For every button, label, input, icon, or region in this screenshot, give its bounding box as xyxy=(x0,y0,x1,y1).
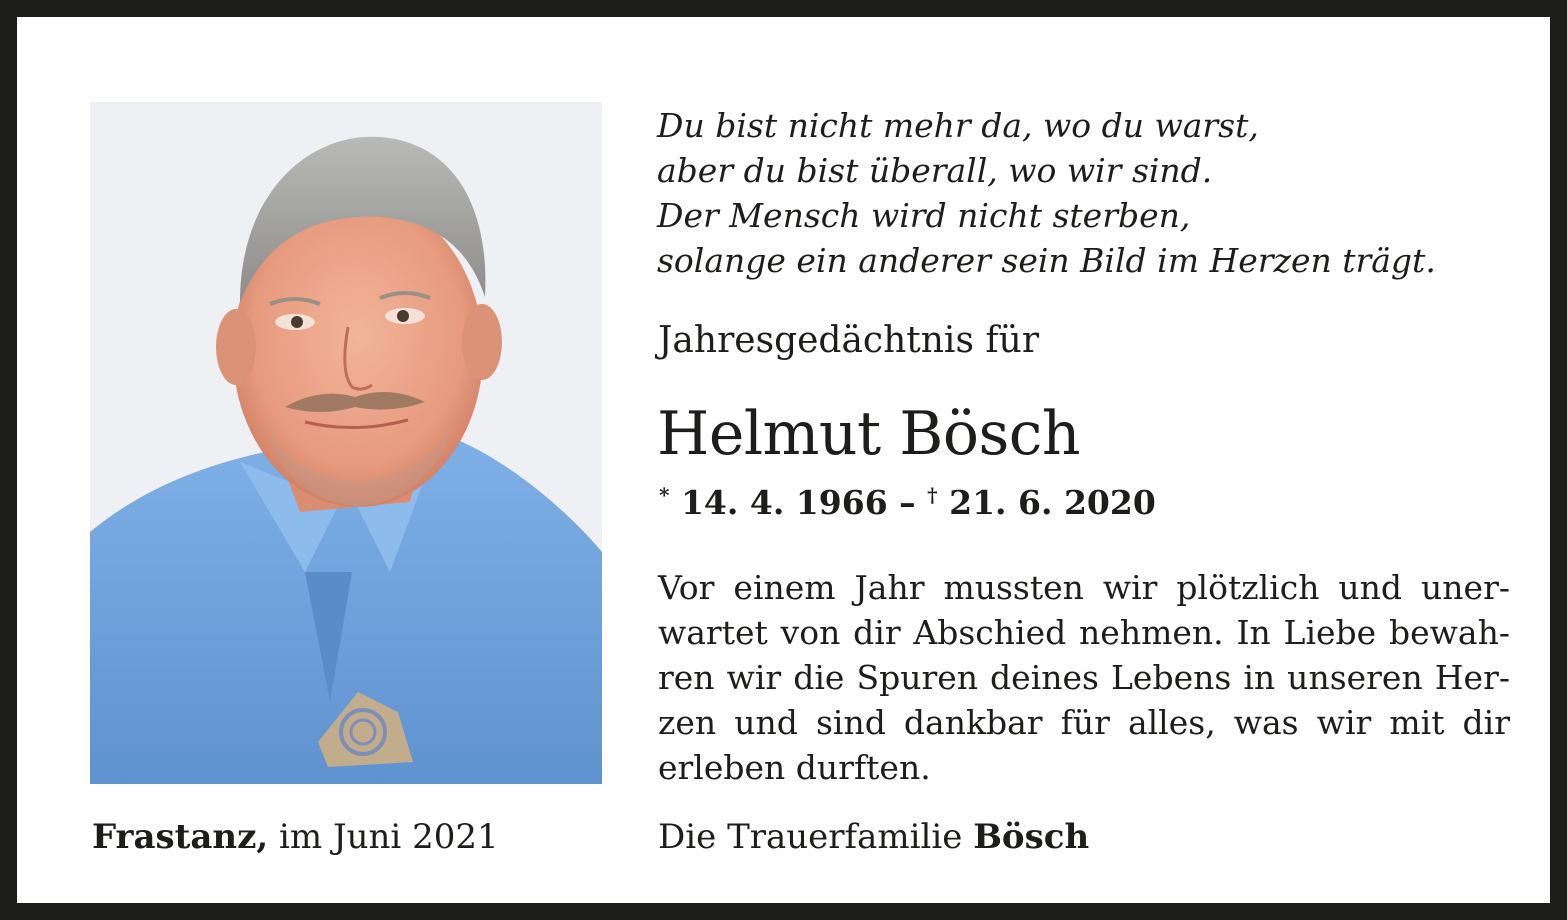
date-separator: – xyxy=(899,483,916,522)
message-line: ren wir die Spuren deines Lebens in unseren Her- xyxy=(658,658,1510,697)
birth-date: 14. 4. 1966 xyxy=(680,483,888,522)
poem-line: Du bist nicht mehr da, wo du warst, xyxy=(657,106,1259,145)
deceased-name: Helmut Bösch xyxy=(657,399,1080,469)
place-date: im Juni 2021 xyxy=(279,817,499,857)
death-symbol: † xyxy=(927,483,938,507)
signoff-prefix: Die Trauerfamilie xyxy=(658,817,963,857)
message-line: zen und sind dankbar für alles, was wir mit dir xyxy=(658,703,1510,742)
message-line: Vor einem Jahr mussten wir plötzlich und uner- xyxy=(658,568,1510,607)
memorial-poem xyxy=(657,103,1436,283)
poem-line: aber du bist überall, wo wir sind. xyxy=(657,151,1213,190)
birth-symbol: * xyxy=(659,483,670,507)
death-date: 21. 6. 2020 xyxy=(949,483,1156,522)
place-and-date xyxy=(92,817,499,857)
memorial-intro: Jahresgedächtnis für xyxy=(658,320,1040,361)
place-town: Frastanz, xyxy=(92,817,269,857)
message-line: erleben durften. xyxy=(658,748,931,787)
memorial-message xyxy=(658,565,1510,790)
life-dates xyxy=(659,483,1156,522)
signoff-family: Bösch xyxy=(973,817,1090,857)
poem-line: solange ein anderer sein Bild im Herzen trägt. xyxy=(657,241,1436,280)
poem-line: Der Mensch wird nicht sterben, xyxy=(657,196,1191,235)
portrait-photo xyxy=(90,102,602,784)
message-line: wartet von dir Abschied nehmen. In Liebe bewah- xyxy=(658,613,1510,652)
family-signoff xyxy=(658,817,1089,857)
